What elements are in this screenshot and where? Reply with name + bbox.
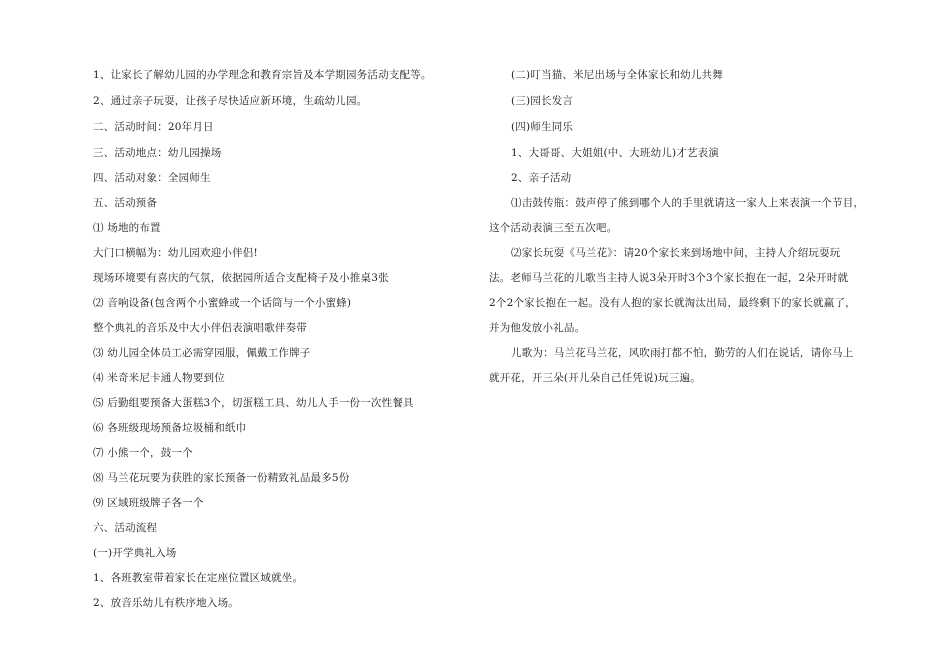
text-line: 就开花，开三朵(开儿朵自己任凭说)玩三遍。: [489, 372, 701, 384]
text-line: 并为他发放小礼品。: [489, 322, 586, 334]
text-line: (一)开学典礼入场: [93, 547, 177, 559]
text-line: (三)园长发言: [511, 95, 574, 107]
text-line: 三、活动地点：幼儿园操场: [93, 147, 222, 159]
text-line: ⑺ 小熊一个，鼓一个: [93, 447, 193, 459]
text-line: 这个活动表演三至五次吧。: [489, 222, 618, 234]
text-line: 1、各班教室带着家长在定座位置区域就坐。: [93, 572, 304, 584]
text-line: ⑼ 区域班级牌子各一个: [93, 497, 204, 509]
text-line: 大门口横幅为：幼儿园欢迎小伴侣!: [93, 247, 258, 259]
text-line: ⑹ 各班级现场预备垃圾桶和纸巾: [93, 422, 247, 434]
text-line: ⑵家长玩耍《马兰花》：请20个家长来到场地中间，主持人介绍玩耍玩: [511, 247, 841, 259]
text-line: ⑵ 音响设备(包含两个小蜜蜂或一个话筒与一个小蜜蜂): [93, 297, 352, 309]
text-line: (四)师生同乐: [511, 121, 574, 133]
text-line: 1、大哥哥、大姐姐(中、大班幼儿)才艺表演: [511, 147, 720, 159]
text-line: 2、亲子活动: [511, 172, 572, 184]
text-line: 二、活动时间：20年月日: [93, 121, 214, 133]
text-line: ⑻ 马兰花玩要为获胜的家长预备一份精致礼品最多5份: [93, 472, 350, 484]
section-heading: 六、活动流程: [93, 522, 158, 534]
text-line: ⑸ 后勤组要预备大蛋糕3个，切蛋糕工具、幼儿人手一份一次性餐具: [93, 397, 414, 409]
text-line: ⑴ 场地的布置: [93, 222, 161, 234]
text-line: 1、让家长了解幼儿园的办学理念和教育宗旨及本学期园务活动支配等。: [93, 69, 432, 81]
text-line: ⑷ 米奇米尼卡通人物要到位: [93, 372, 225, 384]
section-heading: 五、活动预备: [93, 197, 158, 209]
text-line: 现场环境要有喜庆的气氛，依据园所适合支配椅子及小推桌3张: [93, 272, 389, 284]
text-line: 整个典礼的音乐及中大小伴侣表演唱歌伴奏带: [93, 322, 307, 334]
text-line: (二)叮当猫、米尼出场与全体家长和幼儿共舞: [511, 69, 723, 81]
text-line: 法。老师马兰花的儿歌当主持人说3朵开时3个3个家长抱在一起，2朵开时就: [489, 272, 849, 284]
text-line: 2个2个家长抱在一起。没有人抱的家长就淘汰出局，最终剩下的家长就赢了，: [489, 297, 856, 309]
text-line: ⑶ 幼儿园全体员工必需穿园服，佩戴工作牌子: [93, 347, 311, 359]
text-line: 2、放音乐幼儿有秩序地入场。: [93, 597, 239, 609]
text-line: 2、通过亲子玩耍，让孩子尽快适应新环境，生疏幼儿园。: [93, 95, 368, 107]
text-line: ⑴击鼓传瓶：鼓声停了熊到哪个人的手里就请这一家人上来表演一个节目，: [511, 197, 865, 209]
text-line: 儿歌为：马兰花马兰花，风吹雨打都不怕，勤劳的人们在说话，请你马上: [511, 347, 854, 359]
text-line: 四、活动对象：全园师生: [93, 172, 211, 184]
